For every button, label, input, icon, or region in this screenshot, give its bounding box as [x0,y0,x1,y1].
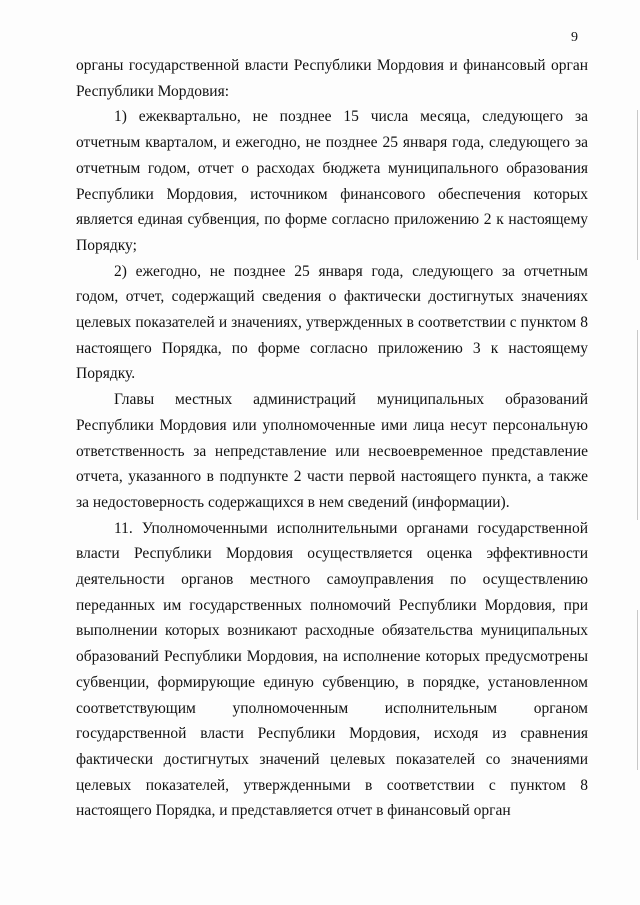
scan-edge-mark [637,110,638,260]
scan-edge-mark [637,330,638,520]
paragraph-item-1: 1) ежеквартально, не позднее 15 числа месяца, следующего за отчетным кварталом, и ежегодно, не позднее 25 января года, следующего за отчетным годом, отчет о расходах бюджета муниципального образования Республики Мордовия, источником финансового обеспечения которых является единая субвенция, по форме согласно приложению 2 к настоящему Порядку; [76,108,588,254]
paragraph-continuation: органы государственной власти Республики Мордовия и финансовый орган Республики Мордовия: [76,57,588,100]
page-number: 9 [571,30,578,45]
scan-edge-mark [637,610,638,770]
paragraph-responsibility: Главы местных администраций муниципальных образований Республики Мордовия или уполномоченные ими лица несут персональную ответственность за непредставление или несвоевременное представление отчета, указанного в подпункте 2 части первой настоящего пункта, а также за недостоверность содержащихся в нем сведений (информации). [76,391,588,511]
paragraph-item-2: 2) ежегодно, не позднее 25 января года, следующего за отчетным годом, отчет, содержащий сведения о фактически достигнутых значениях целевых показателей и значениях, утвержденных в соответствии с пунктом 8 настоящего Порядка, по форме согласно приложению 3 к настоящему Порядку. [76,262,588,383]
document-body [76,53,588,824]
paragraph-section-11: 11. Уполномоченными исполнительными органами государственной власти Республики Мордовия осуществляется оценка эффективности деятельности органов местного самоуправления по осуществлению переданных им государственных полномочий Республики Мордовия, при выполнении которых возникают расходные обязательства муниципальных образований Республики Мордовия, на исполнение которых предусмотрены субвенции, формирующие единую субвенцию, в порядке, установленном соответствующим уполномоченным исполнительным органом государственной власти Республики Мордовия, исходя из сравнения фактически достигнутых значений целевых показателей со значениями целевых показателей, утвержденными в соответствии с пунктом 8 настоящего Порядка, и представляется отчет в финансовый орган [76,519,588,820]
